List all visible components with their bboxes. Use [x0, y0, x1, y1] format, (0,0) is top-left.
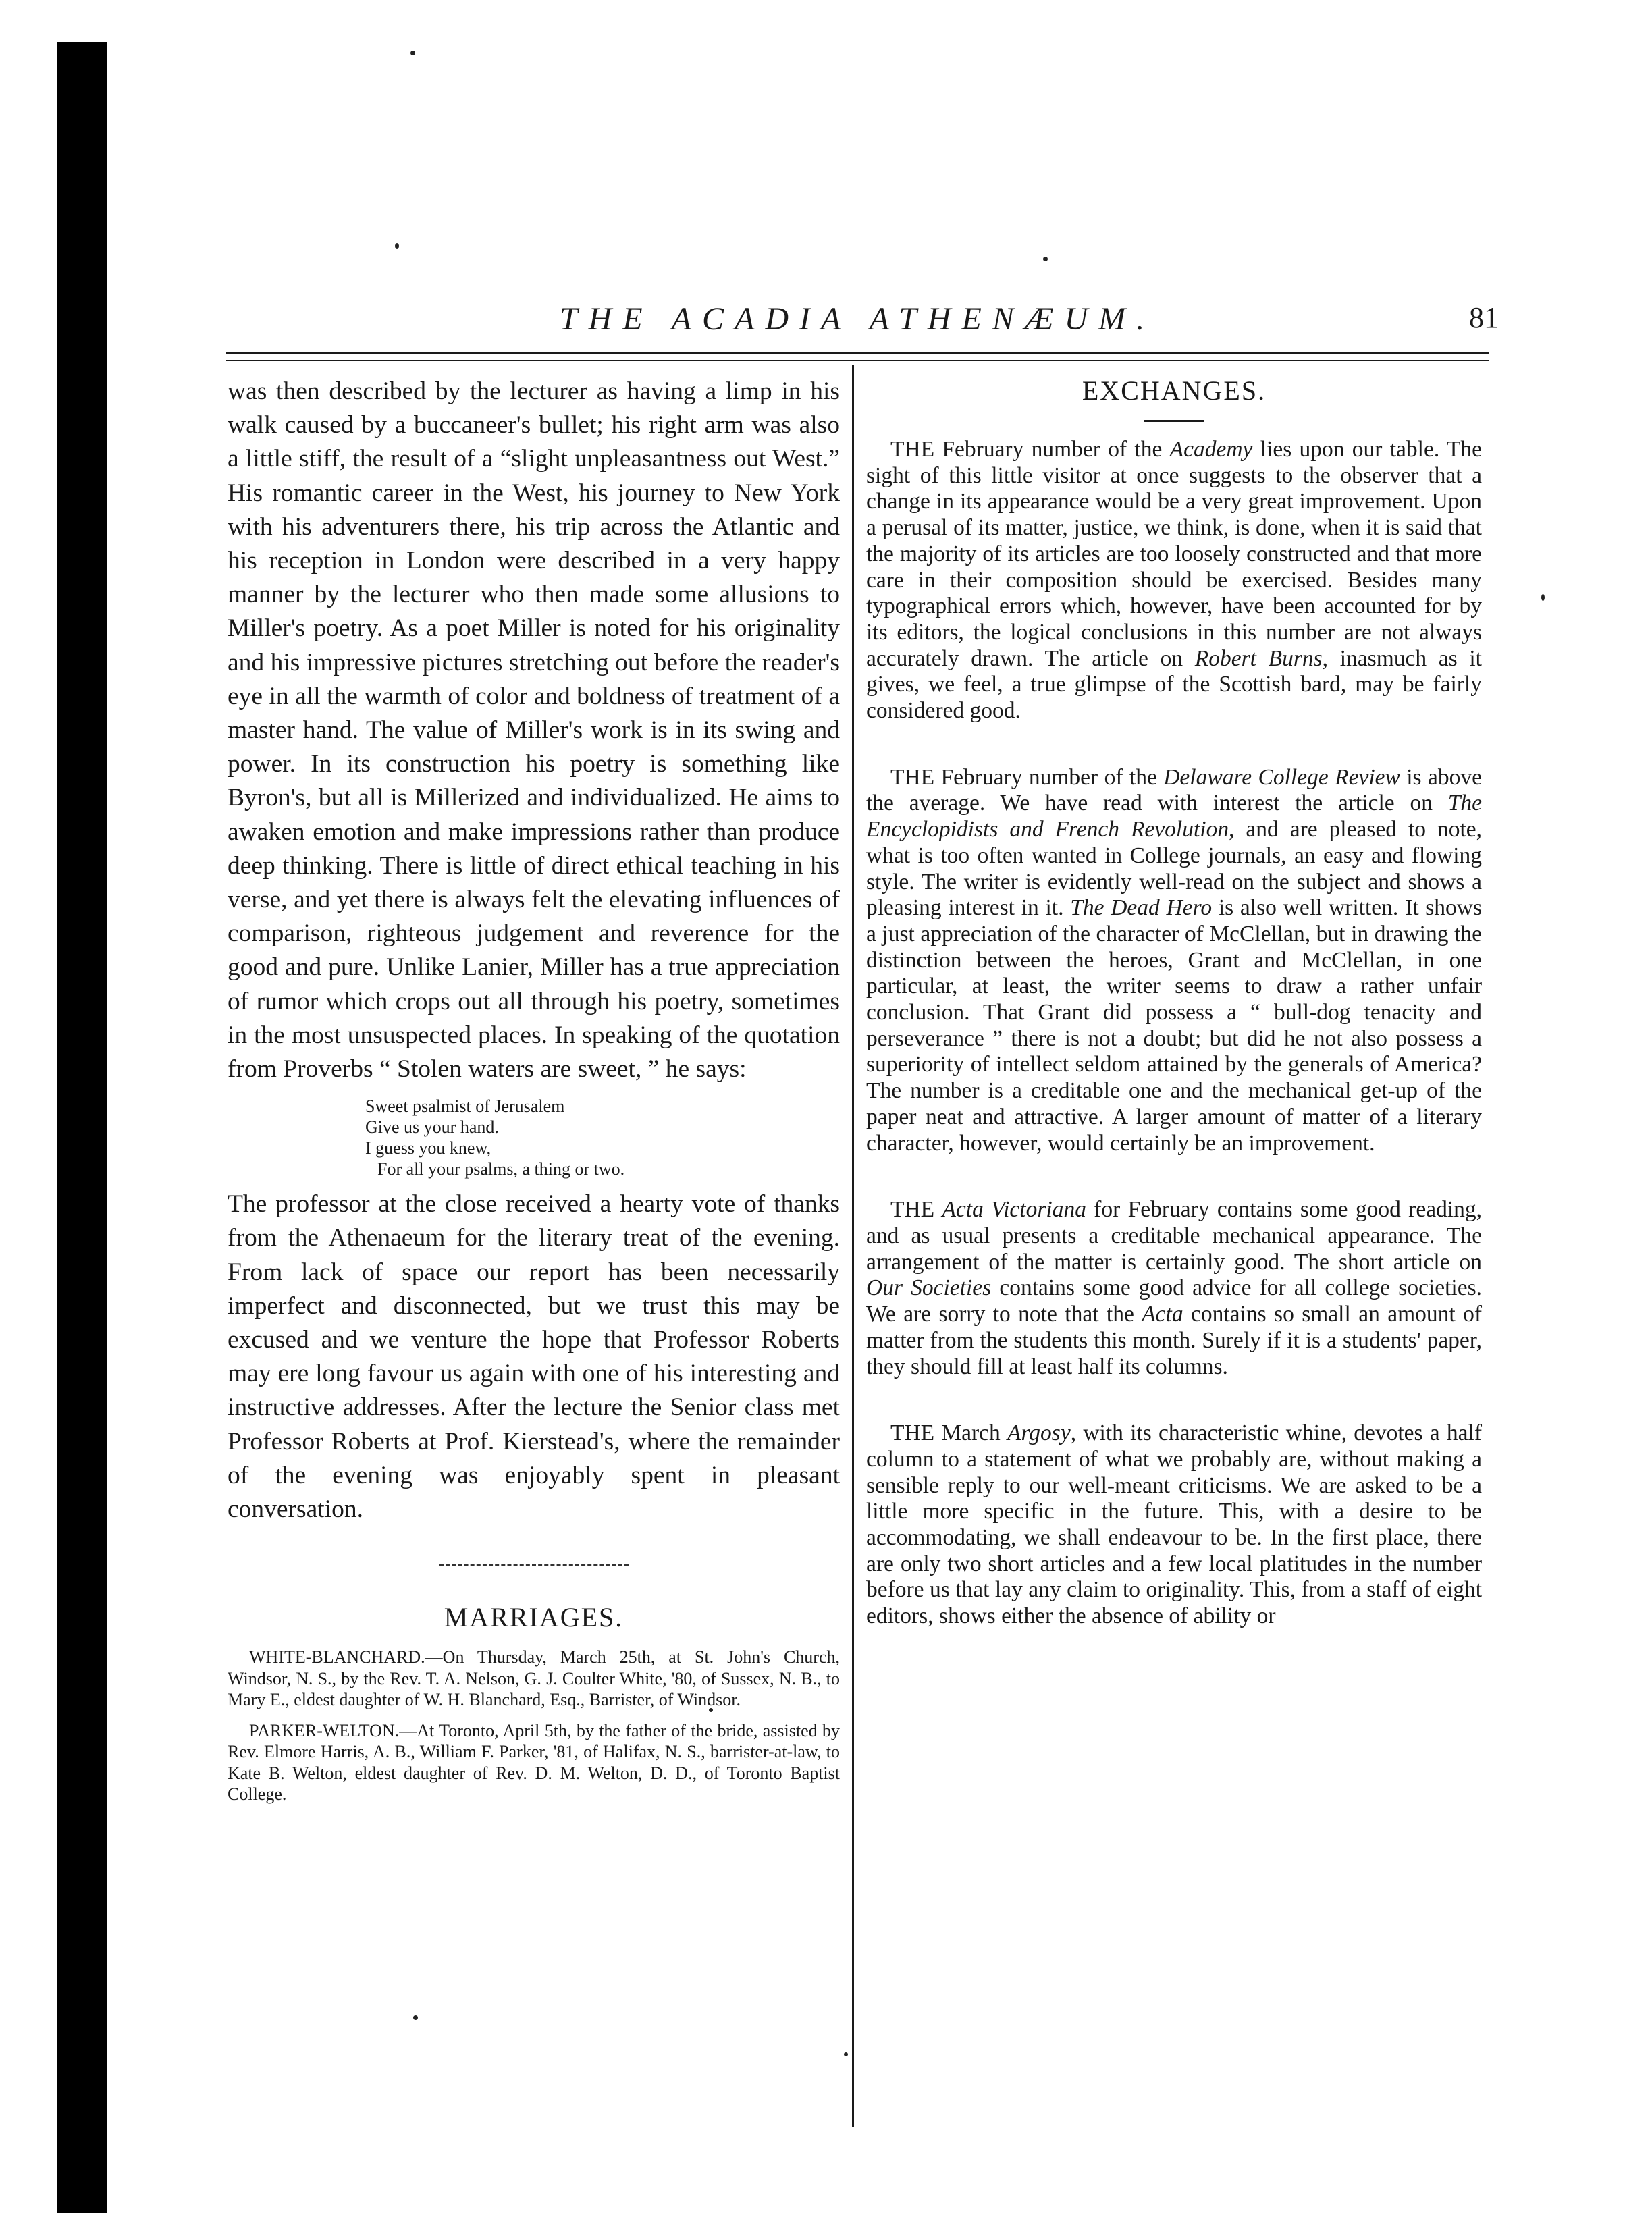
review-text [934, 1197, 942, 1222]
poem-line: Give us your hand. [365, 1117, 499, 1138]
scan-speck [1043, 257, 1048, 261]
header-rule-bottom [226, 360, 1489, 361]
review-text: , with its characteristic whine, devotes a half column to a statement of what we probably are, without making a sensible reply to our well-meant criticisms. We are asked to be a little more specific in the future. This, with a desire to be accommodating, we shall endeavour to be. In the first place, there are only two short articles and a few local platitudes in the number before us that lay any claim to originality. This, from a staff of eight editors, shows either the absence of ability or [866, 1420, 1482, 1629]
left-column [228, 375, 840, 1815]
review-text: lies upon our table. The sight of this little visitor at once suggests to the observer that a change in its appearance would be a very great improvement. Upon a perusal of its matter, justice, we think, is done, when it is said that the majority of its articles are too loosely constructed and that more care in their composition should be exercised. Besides many typographical errors which, however, have been accounted for by its editors, the logical conclusions in this number are not always accurately drawn. The article on [866, 437, 1482, 671]
poem-line: For all your psalms, a thing or two. [377, 1159, 625, 1179]
publication-title: Delaware College Review [1163, 764, 1400, 790]
scan-speck [844, 2052, 848, 2056]
poem-line: Sweet psalmist of Jerusalem [365, 1096, 565, 1117]
marriage-notice: PARKER-WELTON.—At Toronto, April 5th, by the father of the bride, assisted by Rev. Elmore Harris, A. B., William F. Parker, '81, of Halifax, N. S., barrister-at-law, to Kate B. Welton, eldest daughter of Rev. D. M. Welton, D. D., of Toronto Baptist College. [228, 1720, 840, 1805]
review-text: February number of the [934, 764, 1164, 790]
running-title: THE ACADIA ATHENÆUM. [559, 301, 1156, 337]
exchanges-title: EXCHANGES. [1082, 375, 1267, 406]
column-divider [852, 365, 854, 2127]
review-text: contains some good advice for all college societies. We are sorry to note that the [866, 1275, 1483, 1327]
quoted-poem [365, 1096, 840, 1179]
review-lead: THE [890, 437, 935, 462]
review-text: is also well written. It shows a just appreciation of the character of McClellan, but in drawing the distinction between the heroes, Grant and McClellan, in one particular, at least, the writer seems to draw a rather unfair conclusion. That Grant did possess a “ bull-dog tenacity and perseverance ” there is not a doubt; but did he not also possess a superiority of intellect seldom attained by the generals of America? The number is a creditable one and the mechanical get-up of the paper neat and attractive. A larger amount of matter of a literary character, however, would certainly be an improvement. [866, 895, 1483, 1156]
marriages-title: MARRIAGES. [444, 1602, 624, 1633]
publication-title: Academy [1169, 437, 1253, 462]
exchange-review [866, 1197, 1482, 1380]
review-lead: THE [890, 1197, 935, 1223]
publication-title: Acta [1142, 1302, 1183, 1327]
review-lead: THE [890, 764, 935, 790]
review-text: , inasmuch as it gives, we feel, a true glimpse of the Scottish bard, may be fairly considered good. [866, 645, 1482, 724]
header-rule-top [226, 352, 1489, 354]
review-text: for February contains some good reading, and as usual presents a creditable mechanical appearance. The arrangement of the matter is certainly good. The short article on [866, 1197, 1482, 1275]
poem-line: I guess you knew, [365, 1138, 491, 1158]
lecture-report-paragraph: was then described by the lecturer as having a limp in his walk caused by a buccaneer's bullet; his right arm was also a little stiff, the result of a “slight unpleasantness out West.” His romantic career in the West, his journey to New York with his adventurers there, his trip across the Atlantic and his reception in London were described in a very happy manner by the lecturer who then made some allusions to Miller's poetry. As a poet Miller is noted for his originality and his impressive pictures stretching out before the reader's eye in all the warmth of color and boldness of treatment of a master hand. The value of Miller's work is in its swing and power. In its construction his poetry is something like Byron's, but all is Millerized and individualized. He aims to awaken emotion and make impressions rather than produce deep thinking. There is little of direct ethical teaching in his verse, and yet there is always felt the elevating influences of comparison, righteous judgement and reverence for the good and pure. Unlike Lanier, Miller has a true appreciation of rumor which crops out all through his poetry, sometimes in the most unsuspected places. In speaking of the quotation from Proverbs “ Stolen waters are sweet, ” he says: [228, 377, 840, 1084]
lecture-closing-paragraph: The professor at the close received a hearty vote of thanks from the Athenaeum for the literary treat of the evening. From lack of space our report has been necessarily imperfect and disconnected, but we trust this may be excused and we venture the hope that Professor Roberts may ere long favour us again with one of his interesting and instructive addresses. After the lecture the Senior class met Professor Roberts at Prof. Kierstead's, where the remainder of the evening was enjoyably spent in pleasant conversation. [228, 1190, 840, 1524]
publication-title: Argosy [1007, 1420, 1071, 1446]
review-text: , and are pleased to note, what is too often wanted in College journals, an easy and flowing style. The writer is evidently well-read on the subject and shows a pleasing interest in it. [866, 817, 1482, 921]
page-binding-edge [57, 42, 107, 2213]
exchange-review [866, 437, 1482, 724]
exchange-review [866, 1420, 1482, 1630]
marriages-section [228, 1601, 840, 1805]
scan-speck [413, 2015, 418, 2020]
article-title: The Dead Hero [1070, 895, 1213, 921]
section-separator [439, 1564, 629, 1566]
scan-speck [1541, 594, 1545, 601]
publication-title: Acta Victoriana [942, 1197, 1086, 1223]
exchange-review [866, 765, 1482, 1157]
review-lead: THE [890, 1420, 935, 1446]
article-title: The Encyclopidists and French Revolution [866, 791, 1482, 843]
right-column [866, 375, 1482, 1630]
page-header [223, 300, 1499, 348]
scan-speck [395, 243, 399, 249]
review-text: is above the average. We have read with interest the article on [866, 764, 1482, 816]
scan-speck [410, 51, 415, 55]
article-title: Our Societies [866, 1275, 992, 1301]
review-text: contains so small an amount of matter from the students this month. Surely if it is a students' paper, they should fill at least half its columns. [866, 1302, 1482, 1379]
review-text: March [934, 1420, 1008, 1446]
article-title: Robert Burns [1194, 645, 1323, 671]
marriage-notice: WHITE-BLANCHARD.—On Thursday, March 25th, at St. John's Church, Windsor, N. S., by the Rev. T. A. Nelson, G. J. Coulter White, '80, of Sussex, N. B., to Mary E., eldest daughter of W. H. Blanchard, Esq., Barrister, of Windsor. [228, 1647, 840, 1710]
section-title-dash [1144, 420, 1204, 422]
page-number: 81 [1469, 301, 1499, 334]
review-text: February number of the [934, 437, 1170, 462]
